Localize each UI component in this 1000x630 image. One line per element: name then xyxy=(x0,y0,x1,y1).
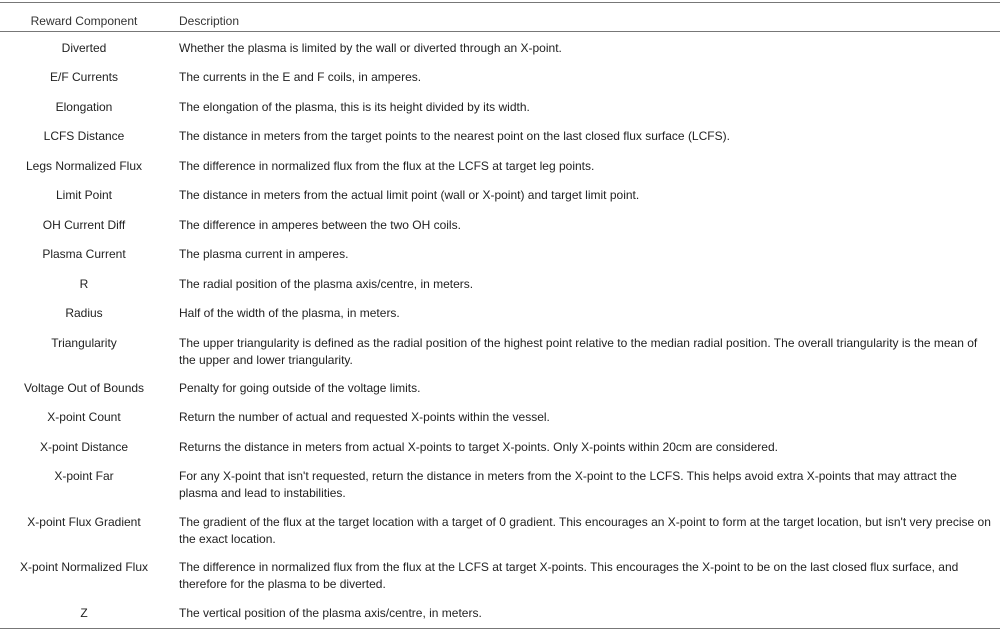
column-header-component: Reward Component xyxy=(30,14,138,28)
reward-component-description: The vertical position of the plasma axis/centre, in meters. xyxy=(179,606,482,620)
table-row xyxy=(0,431,1000,460)
reward-component-description: The gradient of the flux at the target location with a target of 0 gradient. This encourages an X-point to form at the target location, but isn't very precise on the exact location. xyxy=(179,515,991,546)
table-row xyxy=(0,327,1000,372)
reward-component-name: X-point Flux Gradient xyxy=(27,515,141,529)
reward-component-description: The distance in meters from the target points to the nearest point on the last closed flux surface (LCFS). xyxy=(179,129,730,143)
reward-component-description: Return the number of actual and requested X-points within the vessel. xyxy=(179,410,550,424)
reward-component-name: LCFS Distance xyxy=(43,129,125,143)
reward-component-description: The distance in meters from the actual limit point (wall or X-point) and target limit point. xyxy=(179,188,640,202)
reward-component-name: Z xyxy=(80,606,88,620)
table-row xyxy=(0,551,1000,597)
reward-component-description: Returns the distance in meters from actual X-points to target X-points. Only X-points within 20cm are considered. xyxy=(179,440,778,454)
reward-component-name: E/F Currents xyxy=(49,70,118,84)
table-row xyxy=(0,460,1000,506)
table-row xyxy=(0,401,1000,431)
reward-component-description: The difference in normalized flux from the flux at the LCFS at target X-points. This encourages the X-point to be on the last closed flux surface, and therefore for the plasma to be diverted. xyxy=(179,560,959,591)
reward-component-name: Plasma Current xyxy=(42,247,126,261)
table-row xyxy=(0,179,1000,209)
reward-component-name: X-point Distance xyxy=(39,440,129,454)
reward-component-name: Radius xyxy=(65,306,103,320)
table-row xyxy=(0,209,1000,238)
reward-component-description: The plasma current in amperes. xyxy=(179,247,349,261)
table-bottom-rule xyxy=(0,628,1000,629)
table-row xyxy=(0,372,1000,401)
reward-component-description: For any X-point that isn't requested, return the distance in meters from the X-point to the LCFS. This helps avoid extra X-points that may attract the plasma and lead to instabilities. xyxy=(179,469,957,500)
reward-component-name: X-point Normalized Flux xyxy=(19,560,149,574)
table-row xyxy=(0,150,1000,179)
reward-component-description: The elongation of the plasma, this is its height divided by its width. xyxy=(179,100,530,114)
table-header xyxy=(0,3,1000,31)
reward-component-name: Voltage Out of Bounds xyxy=(23,381,145,395)
reward-component-name: Triangularity xyxy=(51,336,117,350)
column-header-description: Description xyxy=(179,14,240,28)
reward-component-description: The upper triangularity is defined as the radial position of the highest point relative to the median radial position. The overall triangularity is the mean of the upper and lower triangularity. xyxy=(179,336,978,367)
reward-component-description: The radial position of the plasma axis/centre, in meters. xyxy=(179,277,474,291)
reward-component-name: Limit Point xyxy=(55,188,113,202)
reward-component-name: Legs Normalized Flux xyxy=(25,159,143,173)
reward-component-description: Whether the plasma is limited by the wall or diverted through an X-point. xyxy=(179,41,562,55)
reward-component-description: The difference in amperes between the two OH coils. xyxy=(179,218,461,232)
reward-component-name: X-point Far xyxy=(54,469,114,483)
reward-component-name: R xyxy=(79,277,89,291)
table-row xyxy=(0,506,1000,551)
table-row xyxy=(0,32,1000,61)
table-row xyxy=(0,120,1000,150)
reward-component-description: Half of the width of the plasma, in meters. xyxy=(179,306,400,320)
reward-component-name: OH Current Diff xyxy=(42,218,126,232)
table-row xyxy=(0,297,1000,327)
table-row xyxy=(0,268,1000,297)
reward-component-name: Elongation xyxy=(55,100,113,114)
reward-component-name: Diverted xyxy=(61,41,107,55)
table-row xyxy=(0,238,1000,268)
table-row xyxy=(0,91,1000,120)
table-body xyxy=(0,32,1000,628)
reward-component-name: X-point Count xyxy=(47,410,121,424)
reward-component-description: The difference in normalized flux from the flux at the LCFS at target leg points. xyxy=(179,159,595,173)
reward-component-description: Penalty for going outside of the voltage limits. xyxy=(179,381,421,395)
table-row xyxy=(0,61,1000,91)
reward-component-description: The currents in the E and F coils, in amperes. xyxy=(179,70,422,84)
table-row xyxy=(0,597,1000,628)
